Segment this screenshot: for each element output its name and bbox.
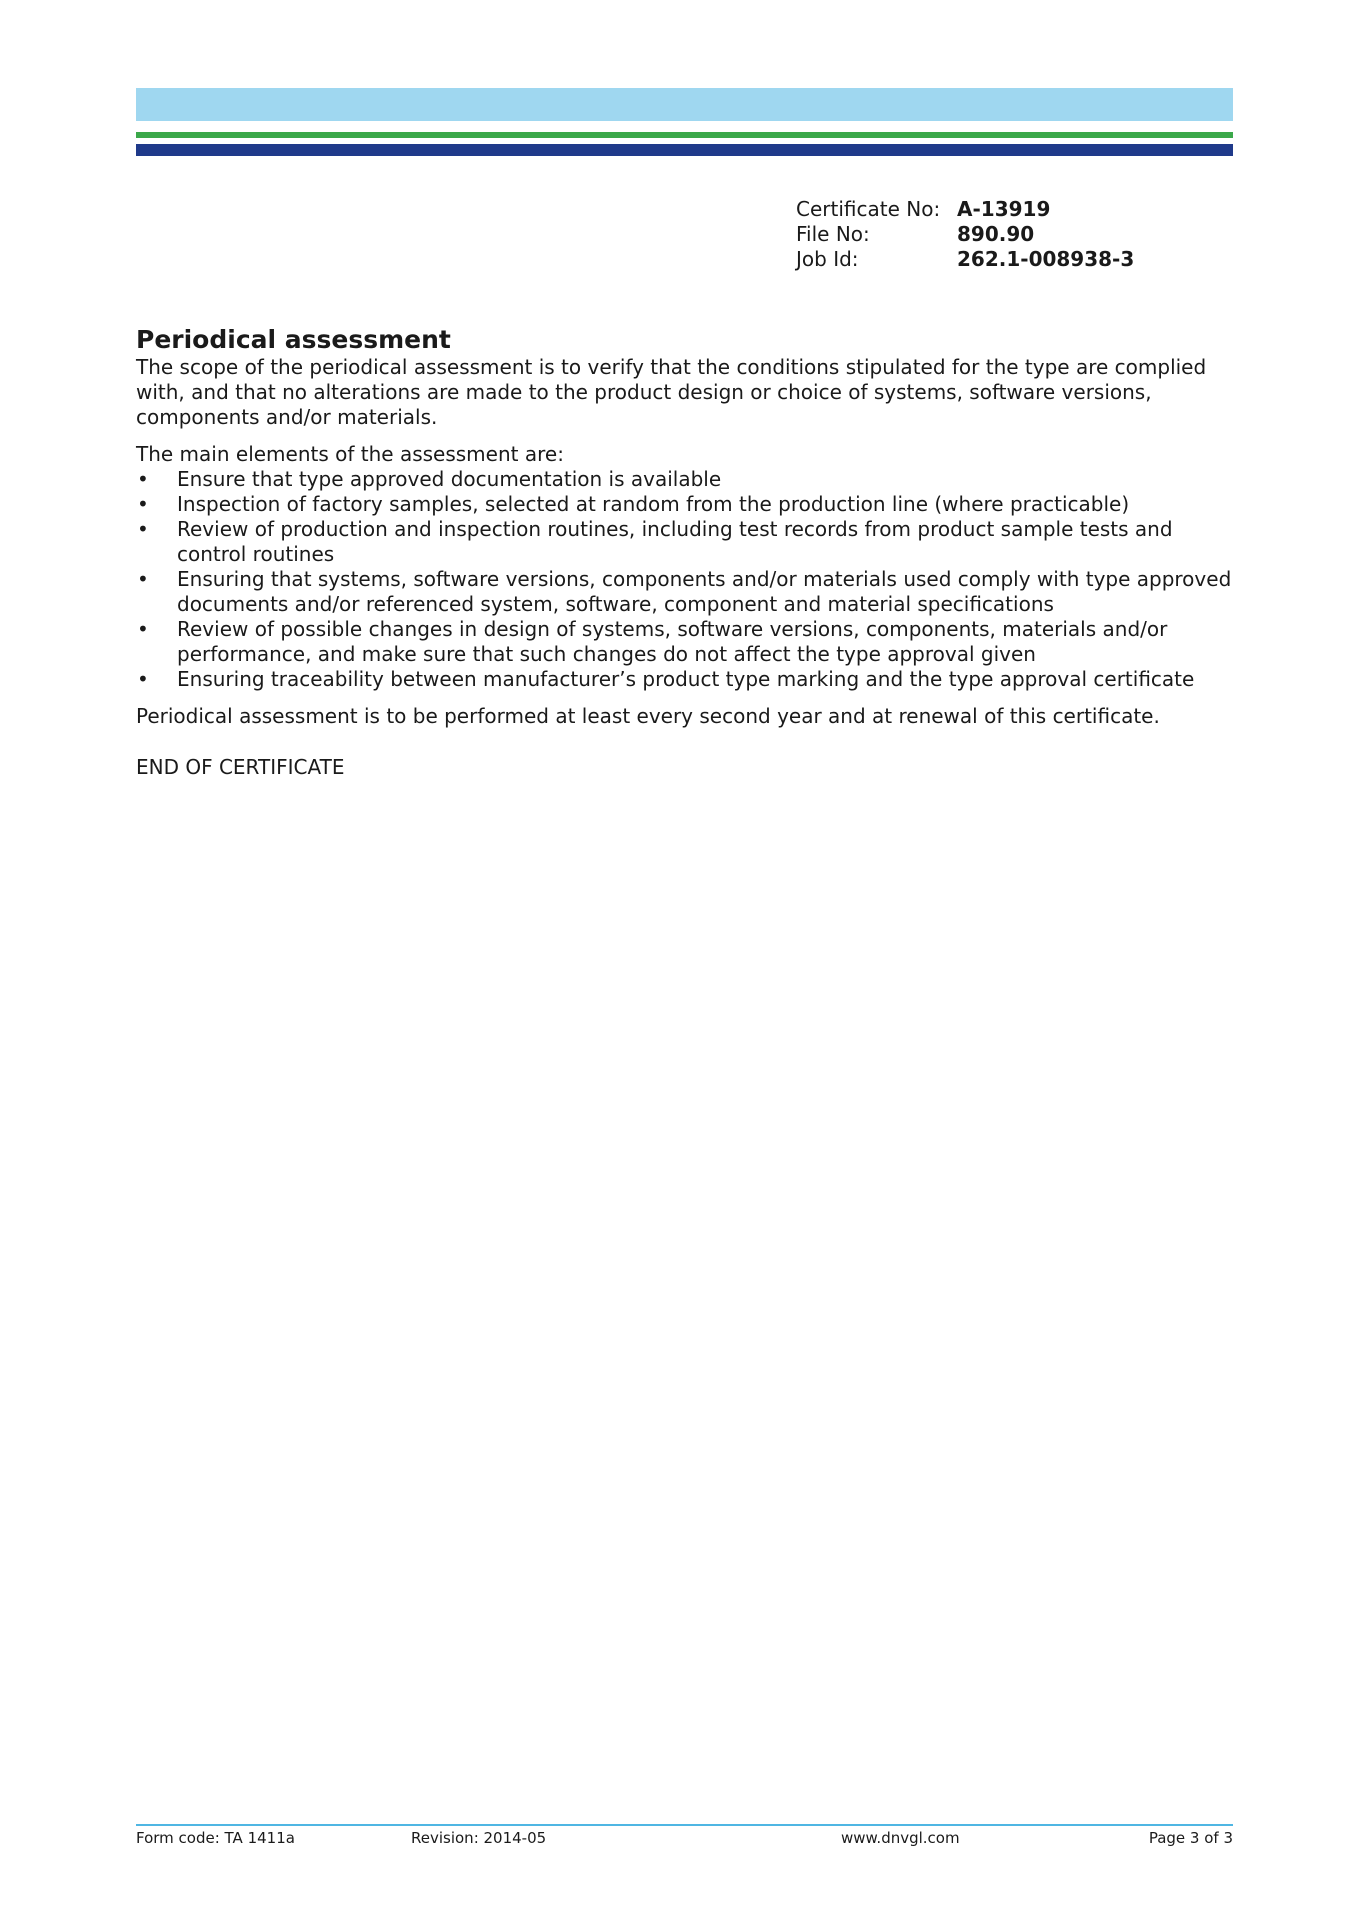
file-value: 890.90 xyxy=(957,222,1035,246)
header-band-green xyxy=(136,132,1233,138)
form-code: Form code: TA 1411a xyxy=(136,1829,295,1847)
list-item: • Inspection of factory samples, selected at random from the production line (where practicable) xyxy=(136,492,1236,517)
header-band-navy xyxy=(136,144,1233,156)
website-link[interactable]: www.dnvgl.com xyxy=(841,1829,960,1847)
end-of-certificate: END OF CERTIFICATE xyxy=(136,755,345,779)
certificate-meta xyxy=(796,197,1134,272)
document-body xyxy=(136,325,1236,792)
file-label: File No: xyxy=(796,222,870,246)
header-band-light xyxy=(136,88,1233,121)
certificate-row xyxy=(796,197,1134,222)
certificate-label: Certificate No: xyxy=(796,197,941,221)
list-item: • Ensuring traceability between manufacturer’s product type marking and the type approval certificate xyxy=(136,667,1236,692)
page-number: Page 3 of 3 xyxy=(1148,1829,1233,1847)
assessment-elements-list xyxy=(136,467,1236,692)
list-item: • Ensuring that systems, software versions, components and/or materials used comply with type approved documents and/or referenced system, software, component and material specifications xyxy=(136,567,1236,617)
list-item: • Ensure that type approved documentation is available xyxy=(136,467,1236,492)
frequency-paragraph: Periodical assessment is to be performed at least every second year and at renewal of this certificate. xyxy=(136,704,1160,728)
job-row xyxy=(796,247,1134,272)
file-row xyxy=(796,222,1134,247)
revision: Revision: 2014-05 xyxy=(411,1829,547,1847)
list-item: • Review of possible changes in design of systems, software versions, components, materials and/or performance, and make sure that such changes do not affect the type approval given xyxy=(136,617,1236,667)
section-heading: Periodical assessment xyxy=(136,325,451,354)
elements-intro: The main elements of the assessment are: xyxy=(136,442,564,466)
certificate-value: A-13919 xyxy=(957,197,1051,221)
job-value: 262.1-008938-3 xyxy=(957,247,1135,271)
intro-paragraph: The scope of the periodical assessment is to verify that the conditions stipulated for the type are complied with, and that no alterations are made to the product design or choice of systems, software versions, components and/or materials. xyxy=(136,355,1207,429)
footer-divider xyxy=(136,1824,1233,1826)
job-label: Job Id: xyxy=(796,247,859,271)
list-item: • Review of production and inspection routines, including test records from product sample tests and control routines xyxy=(136,517,1236,567)
page-footer xyxy=(136,1828,1233,1848)
